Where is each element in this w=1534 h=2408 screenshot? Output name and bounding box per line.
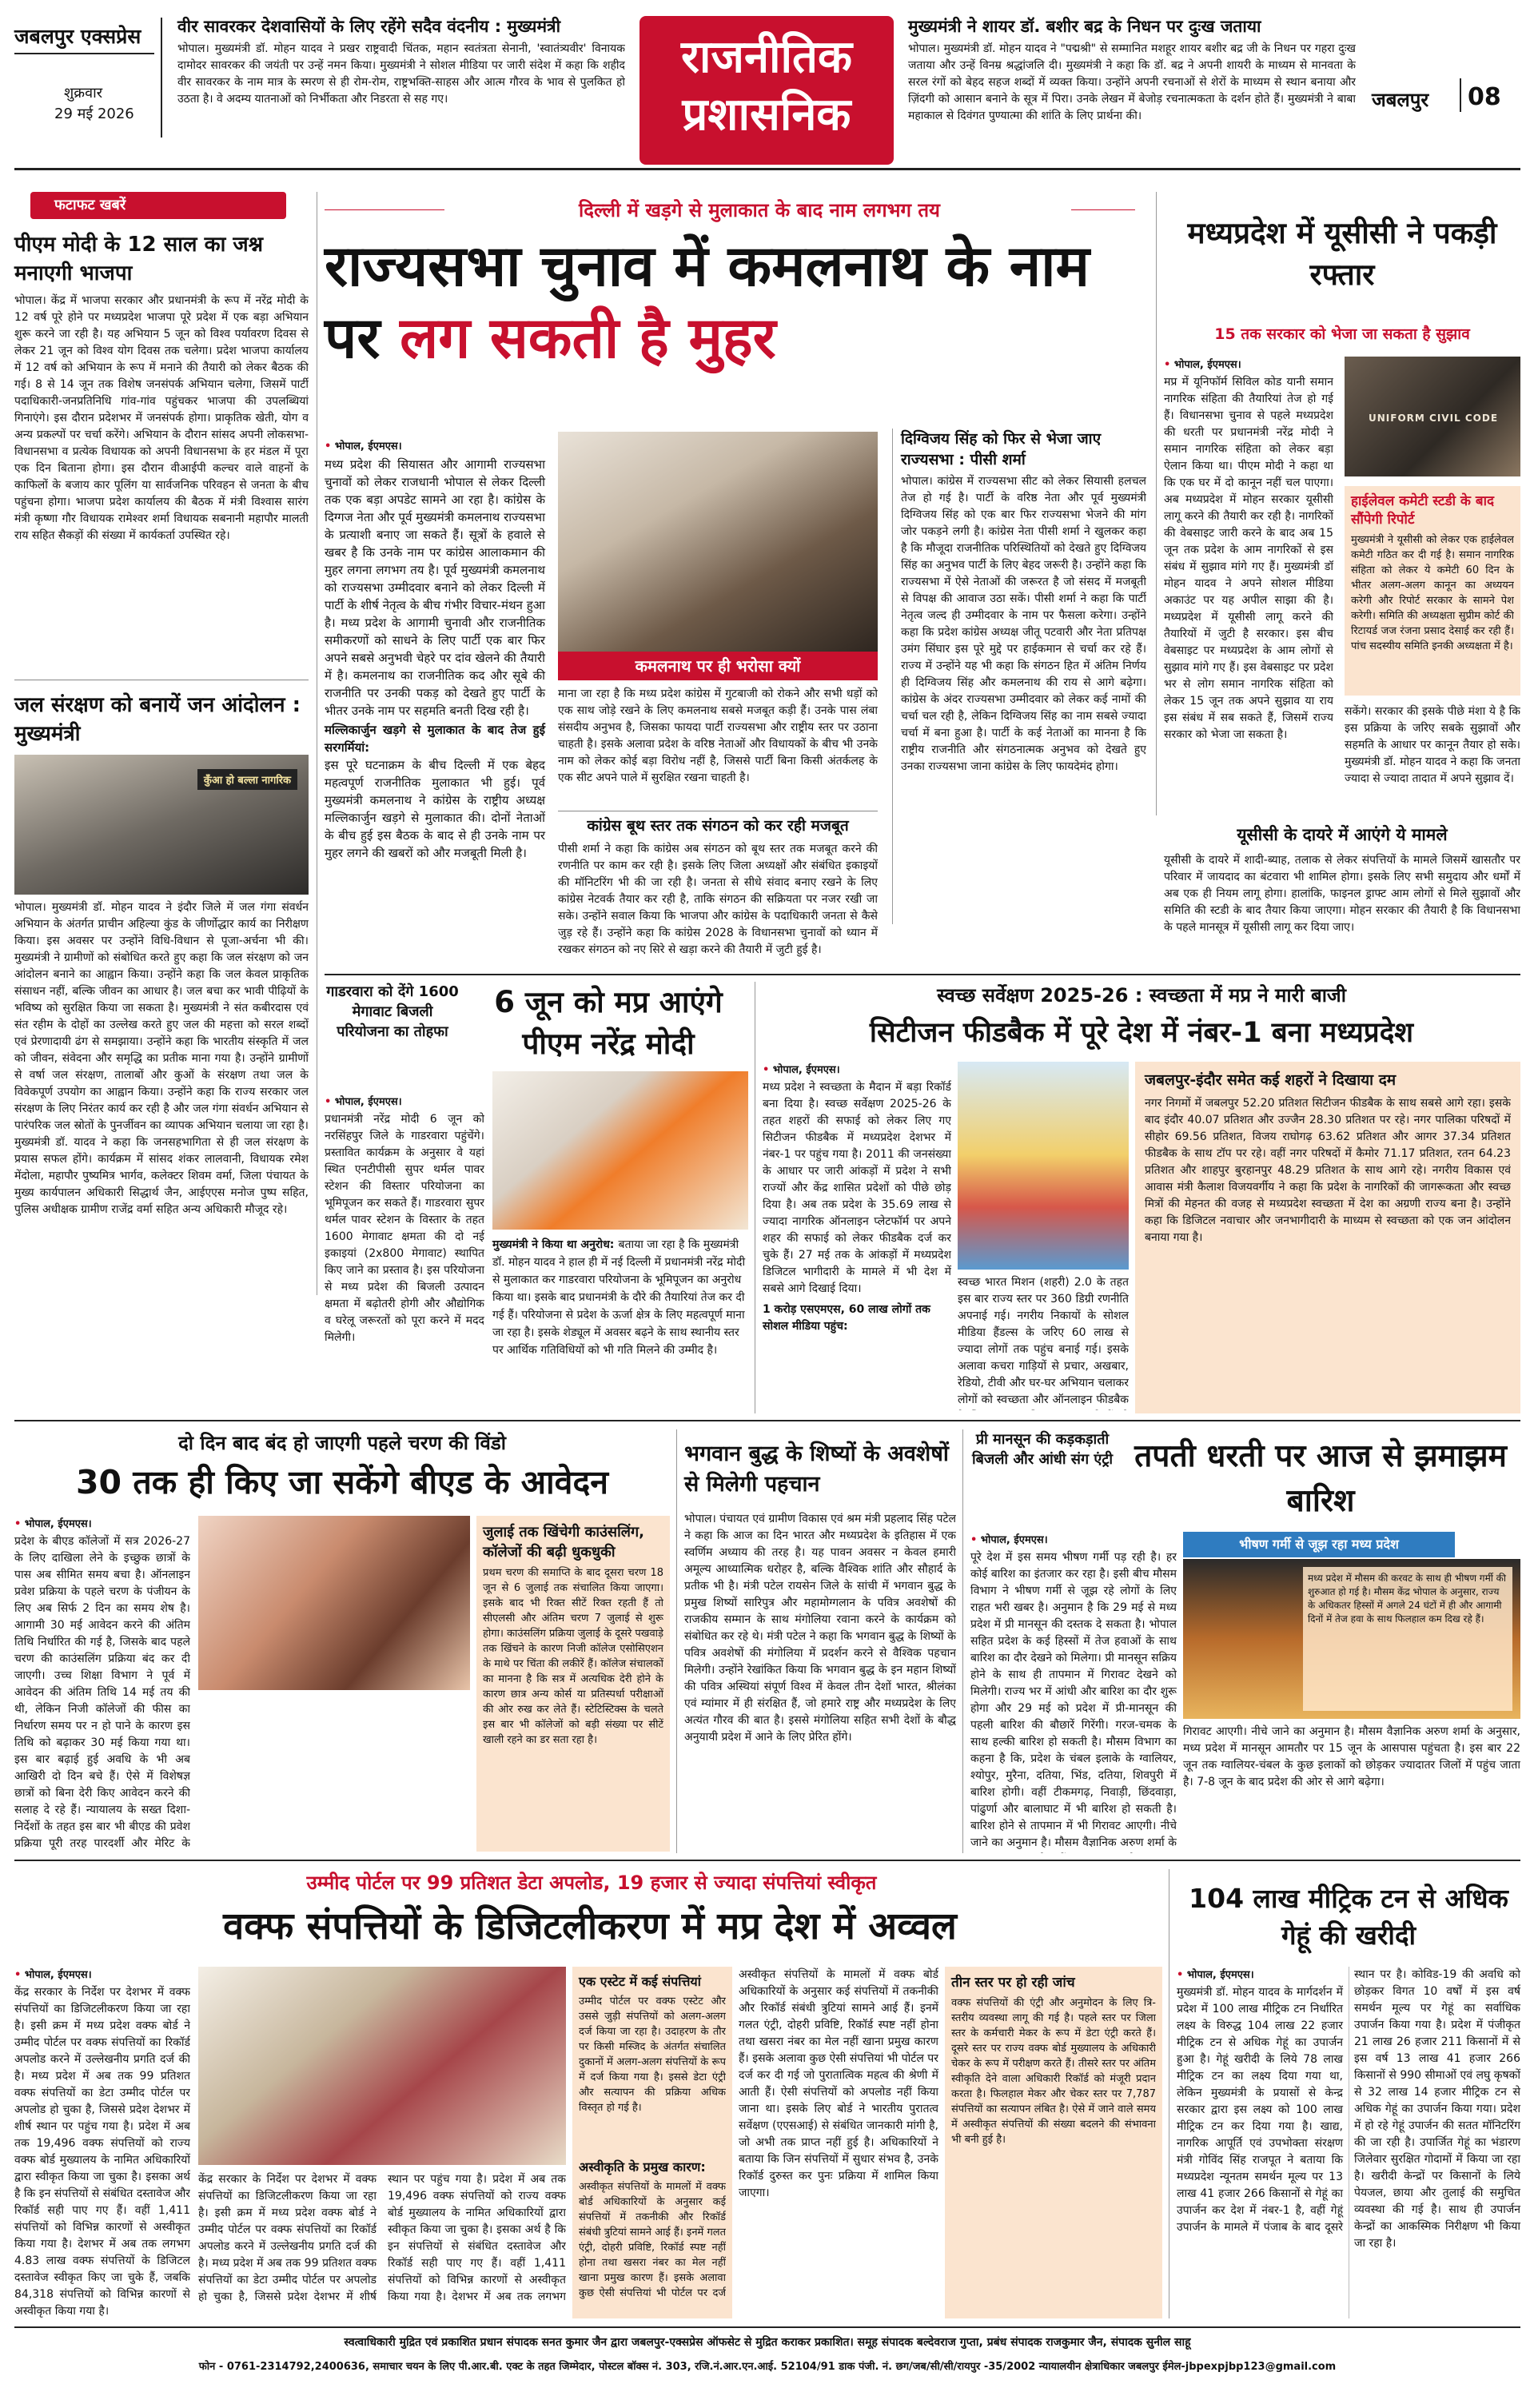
lead-photo — [558, 432, 878, 652]
swachh-box-body: नगर निगमों में जबलपुर 52.20 प्रतिशत सिटीजन फीडबैक के साथ सबसे आगे रहा। इसके बाद इंदौर 40.07 प्रतिशत और उज्जैन 28.30 प्रतिशत पर रहे। नगर पालिका परिषदों में सीहोर 69.56 प्रतिशत, विजय राघोगढ़ 63.62 प्रतिशत और आगर 37.34 प्रतिशत फीडबैक के साथ टॉप पर रहे। वहीं नगर परिषदों में कैमोर 71.17 प्रतिशत, रतन 64.23 प्रतिशत और शाहपुर बुरहानपुर 48.29 प्रतिशत के साथ आगे रहे। नगरीय विकास एवं आवास मंत्री कैलाश विजयवर्गीय ने कहा कि प्रदेश के नागरिकों की जागरूकता और स्वच्छ मित्रों की मेहनत की वजह से मध्यप्रदेश स्वच्छता में देश का अग्रणी राज्य बना है। उन्होंने कहा कि डिजिटल नवाचार और जनभागीदारी के माध्यम से स्वच्छता को एक जन आंदोलन बनाया गया है। — [1145, 1097, 1511, 1244]
wheat-headline: 104 लाख मीट्रिक टन से अधिक गेहूं की खरीदी — [1189, 1883, 1508, 1951]
lead-side-title: दिग्विजय सिंह को फिर से भेजा जाए राज्यसभा : पीसी शर्मा — [901, 430, 1102, 468]
left-top-story-body: भोपाल। मुख्यमंत्री डॉ. मोहन यादव ने प्रखर राष्ट्रवादी चिंतक, महान स्वतंत्रता सेनानी, 'स्वातंत्र्यवीर' विनायक दामोदर सावरकर की जयंती पर उन्हें नमन किया। मुख्यमंत्री ने सोशल मीडिया पर जारी संदेश में कहा कि शहीद वीर सावरकर के नाम मात्र के स्मरण से ही रोम-रोम, राष्ट्रभक्ति-साहस और आत्म गौरव के भाव से पुलकित हो उठता है। वे अदम्य यातनाओं को निर्भीकता और निडरता से सह गए। — [177, 42, 625, 106]
left-top-story — [177, 16, 625, 144]
fatafat-story2-photo-sign: कुँआ हो बल्ला नागरिक — [197, 769, 297, 790]
lead-headline — [325, 230, 1156, 374]
swachh-body2: स्वच्छ भारत मिशन (शहरी) 2.0 के तहत इस बार राज्य स्तर पर 360 डिग्री रणनीति अपनाई गई। नगरीय निकायों के सोशल मीडिया हैंडल्स के जरिए 60 लाख से ज्यादा लोगों तक पहुंच बनाई गई। इसके अलावा कचरा गाड़ियों से प्रचार, अखबार, रेडियो, टीवी और घर-घर अभियान चलाकर लोगों को स्वच्छता और ऑनलाइन फीडबैक — [958, 1276, 1129, 1406]
ucc-box-title: हाईलेवल कमेटी स्टडी के बाद सौंपेगी रिपोर्ट — [1351, 493, 1495, 528]
ucc-box2-body: यूसीसी के दायरे में शादी-ब्याह, तलाक से लेकर संपत्तियों के मामले जिसमें खासतौर पर परिवार में जायदाद का बंटवारा भी शामिल होगा। इसके लिए सभी समुदाय और धर्मों में अब एक ही नियम लागू होगा। हालांकि, फाइनल ड्राफ्ट आम लोगों से मिले सुझावों और समिति की स्टडी के बाद तैयार किया जाएगा। मोहन सरकार की तैयारी है कि विधानसभा के पहले मानसूत्र में यूसीसी लागू कर दिया जाए। — [1164, 854, 1520, 934]
right-top-story — [908, 16, 1356, 144]
ucc-dateline: • भोपाल, ईएमएस। — [1164, 357, 1333, 371]
footer-rule — [14, 2326, 1520, 2328]
bed-body: प्रदेश के बीएड कॉलेजों में सत्र 2026-27 के लिए दाखिला लेने के इच्छुक छात्रों के पास अब सीमित समय बचा है। ऑनलाइन प्रवेश प्रक्रिया के पहले चरण के पंजीयन के लिए अब सिर्फ 2 दिन का समय शेष है। आगामी 30 मई आवेदन करने की अंतिम तिथि निर्धारित की गई है, जिसके बाद पहले चरण की काउंसलिंग प्रक्रिया बंद कर दी जाएगी। उच्च शिक्षा विभाग ने पूर्व में आवेदन की अंतिम तिथि 14 मई तय की थी, लेकिन निजी कॉलेजों की फीस का निर्धारण समय पर न हो पाने के कारण इस तिथि को बढ़ाकर 30 मई किया गया था। इस बार बढ़ाई हुई अवधि के भी अब आखिरी दो दिन बचे हैं। ऐसे में विशेषज्ञ छात्रों को बिना देरी किए आवेदन करने की सलाह दे रहे हैं। न्यायालय के सख्त दिशा-निर्देशों के तहत इस बार भी बीएड की प्रवेश प्रक्रिया पूरी तरह पारदर्शी और मेरिट के — [14, 1535, 190, 1850]
pm-body-column — [325, 1094, 484, 1344]
footer-line1: स्वत्वाधिकारी मुद्रित एवं प्रकाशित प्रधान संपादक सनत कुमार जैन द्वारा जबलपुर-एक्सप्रेस ऑफसेट से मुद्रित कराकर प्रकाशित। समूह संपादक बल्देवराज गुप्ता, प्रबंध संपादक राजकुमार जैन, संपादक सुनील साहू — [344, 2336, 1191, 2349]
fatafat-story2 — [14, 691, 309, 1251]
bed-dateline: • भोपाल, ईएमएस। — [14, 1516, 190, 1530]
paper-name-block — [14, 18, 162, 138]
pm-body2-block — [492, 1236, 748, 1412]
waqf-body-cont-text: केंद्र सरकार के निर्देश पर देशभर में वक्फ संपत्तियों का डिजिटलीकरण किया जा रहा है। इसी क्रम में मध्य प्रदेश वक्फ बोर्ड ने उम्मीद पोर्टल पर वक्फ संपत्तियों का रिकॉर्ड अपलोड करने में उल्लेखनीय प्रगति दर्ज की है। मध्य प्रदेश में अब तक 99 प्रतिशत वक्फ संपत्तियों का डेटा उम्मीद पोर्टल पर अपलोड हो चुका है, जिससे प्रदेश देशभर में शीर्ष स्थान पर पहुंच गया है। प्रदेश में अब तक 19,496 वक्फ संपत्तियों को राज्य वक्फ बोर्ड मुख्यालय के नामित अधिकारियों द्वारा स्वीकृत किया जा चुका है। इसका अर्थ है कि इन संपत्तियों से संबंधित दस्तावेज और रिकॉर्ड सही पाए गए हैं। वहीं 1,411 संपत्तियों को विभिन्न कारणों से अस्वीकृत किया गया है। देशभर में अब तक लगभग — [198, 2173, 566, 2303]
swachh-body-column — [763, 1062, 951, 1413]
bed-photo — [198, 1516, 470, 1690]
weather-dateline: • भोपाल, ईएमएस। — [970, 1532, 1177, 1546]
bed-box-body: प्रथम चरण की समाप्ति के बाद दूसरा चरण 18 जून से 6 जुलाई तक संचालित किया जाएगा। इसके बाद भी रिक्त सीटें रिक्त रहती हैं तो सीएलसी और अंतिम चरण 7 जुलाई से शुरू होगा। काउंसलिंग प्रक्रिया जुलाई के दूसरे पखवाड़े तक खिंचने के कारण निजी कॉलेज एसोसिएशन के माथे पर चिंता की लकीरें हैं। कॉलेज संचालकों का मानना है कि सत्र में अत्यधिक देरी होने के कारण छात्र अन्य कोर्स या प्रतिस्पर्धा परीक्षाओं की ओर रुख कर लेते हैं। स्टेटिस्टिक्स के चलते इस बार भी कॉलेजों को बड़ी संख्या पर सीटें खाली रहने का डर सता रहा है। — [483, 1567, 663, 1746]
column-rule-bed — [676, 1429, 677, 1853]
city-label: जबलपुर — [1372, 89, 1429, 111]
waqf-box2-body-cont-text: अस्वीकृत संपत्तियों के मामलों में वक्फ बोर्ड अधिकारियों के अनुसार कई संपत्तियों में तकनीकी और रिकॉर्ड संबंधी त्रुटियां सामने आई हैं। इनमें गलत एंट्री, दोहरी प्रविष्टि, रिकॉर्ड स्पष्ट नहीं होना तथा खसरा नंबर का मेल नहीं खाना प्रमुख कारण हैं। इसके अलावा कुछ ऐसी संपत्तियां भी पोर्टल पर दर्ज कर दी गई जो पुरातात्विक महत्व की श्रेणी में आती हैं। ऐसी संपत्तियों को अपलोड नहीं किया जाना था। इसके लिए बोर्ड ने भारतीय पुरातत्व सर्वेक्षण (एएसआई) से संबंधित जानकारी मांगी है, जो अभी तक प्राप्त नहीं हुई है। अधिकारियों ने बताया कि जिन संपत्तियों में सुधार संभव है, उनके रिकॉर्ड दुरुस्त कर पुनः प्रक्रिया में शामिल किया जाएगा। — [739, 1968, 938, 2199]
wheat-body-column — [1177, 1967, 1520, 2318]
waqf-headline: वक्फ संपत्तियों के डिजिटलीकरण में मप्र देश में अव्वल — [223, 1904, 957, 1948]
pm-body: प्रधानमंत्री नरेंद्र मोदी 6 जून को नरसिंहपुर जिले के गाडरवारा पहुंचेंगे। प्रस्तावित कार्यक्रम के अनुसार वे यहां स्थित एनटीपीसी सुपर थर्मल पावर स्टेशन की विस्तार परियोजना का भूमिपूजन कर सकते हैं। गाडरवारा सुपर थर्मल पावर स्टेशन के विस्तार के तहत 1600 मेगावाट क्षमता की दो नई इकाइयां (2x800 मेगावाट) स्थापित किए जाने का प्रस्ताव है। इस परियोजना से मध्य प्रदेश की बिजली उत्पादन क्षमता में बढ़ोतरी होगी और औद्योगिक व घरेलू जरूरतों को पूरा करने में मदद मिलेगी। — [325, 1113, 484, 1344]
section-rule-bed — [14, 1420, 1520, 1421]
masthead — [0, 0, 1534, 168]
section-rule-waqf — [14, 1860, 1520, 1861]
pm-headline: 6 जून को मप्र आएंगे पीएम नरेंद्र मोदी — [494, 985, 723, 1061]
page-number: 08 — [1468, 83, 1501, 111]
buddha-body: भोपाल। पंचायत एवं ग्रामीण विकास एवं श्रम मंत्री प्रहलाद सिंह पटेल ने कहा कि आज का दिन भारत और मध्यप्रदेश के इतिहास में एक स्वर्णिम अध्याय की तरह है। यह पावन अवसर न केवल हमारी अमूल्य आध्यात्मिक धरोहर है, बल्कि वैश्विक शांति और सौहार्द के प्रतीक भी है। मंत्री पटेल रायसेन जिले के सांची में भगवान बुद्ध के प्रमुख शिष्यों सारिपुत्र और महामोग्गलान के पवित्र अवशेषों की राजकीय सम्मान के साथ मंगोलिया रवाना करने के कार्यक्रम को संबोधित कर रहे थे। मंत्री पटेल ने कहा कि भगवान बुद्ध के शिष्यों के पवित्र अवशेषों की मंगोलिया में प्रदर्शन करने से वैश्विक पहचान मिलेगी। उन्होंने रेखांकित किया कि भगवान बुद्ध के इन महान शिष्यों की पवित्र अस्थियां संपूर्ण विश्व में केवल तीन देशों भारत, श्रीलंका एवं म्यांमार में ही संरक्षित हैं, जो हमारे राष्ट्र और मध्यप्रदेश के लिए अत्यंत गौरव की बात है। इससे मंगोलिया सहित सभी देशों के बौद्ध अनुयायी प्रदेश में आने के लिए प्रेरित होंगे। — [684, 1513, 956, 1744]
bed-box-title: जुलाई तक खिंचेगी काउंसलिंग, कॉलेजों की बढ़ी धुकधुकी — [483, 1524, 644, 1561]
swachh-headline: सिटीजन फीडबैक में पूरे देश में नंबर-1 बना मध्यप्रदेश — [869, 1017, 1414, 1049]
swachh-subhead: 1 करोड़ एसएमएस, 60 लाख लोगों तक सोशल मीडिया पहुंच: — [763, 1303, 930, 1333]
section-rule-pm — [325, 974, 1520, 975]
lead-box2-title: कांग्रेस बूथ स्तर तक संगठन को कर रही मजबूत — [587, 817, 849, 835]
paper-name-underline — [14, 53, 154, 54]
wheat-dateline: • भोपाल, ईएमएस। — [1177, 1967, 1343, 1981]
fatafat-story2-title: जल संरक्षण को बनायें जन आंदोलन : मुख्यमंत्री — [14, 693, 301, 746]
lead-side-body: भोपाल। कांग्रेस में राज्यसभा सीट को लेकर सियासी हलचल तेज हो गई है। पार्टी के वरिष्ठ नेता और पूर्व मुख्यमंत्री दिग्विजय सिंह को एक बार फिर राज्यसभा भेजने की मांग जोर पकड़ने लगी है। कांग्रेस नेता पीसी शर्मा ने खुलकर कहा है कि मौजूदा राजनीतिक परिस्थितियों को देखते हुए दिग्विजय सिंह का अनुभव पार्टी के लिए बेहद जरूरी है। उन्होंने कहा कि राज्यसभा में ऐसे नेताओं की जरूरत है जो संसद में मजबूती से विपक्ष की आवाज उठा सकें। पीसी शर्मा ने कहा कि पार्टी नेतृत्व जल्द ही उम्मीदवार के नाम पर फैसला करेगा। उन्होंने कहा कि प्रदेश कांग्रेस अध्यक्ष जीतू पटवारी और नेता प्रतिपक्ष उमंग सिंघार इस पूरे मुद्दे पर हाईकमान से चर्चा कर रहे हैं। राज्य में उन्होंने यह भी कहा कि संगठन हित में अंतिम निर्णय ही दिग्विजय सिंह और कमलनाथ की राय से आगे बढ़ेगा। कांग्रेस के अंदर राज्यसभा उम्मीदवार को लेकर कई नामों की चर्चा चल रही है, लेकिन दिग्विजय सिंह का नाम सबसे ज्यादा चर्चा में बना हुआ है। पार्टी के कई नेताओं का मानना है कि राष्ट्रीय राजनीति और संगठनात्मक अनुभव को देखते हुए उनका राज्यसभा जाना कांग्रेस के लिए फायदेमंद होगा। — [901, 475, 1146, 773]
weather-body-column — [970, 1532, 1177, 1852]
weather-small-box-title: प्री मानसून की कड़कड़ाती बिजली और आंधी संग एंट्री — [971, 1431, 1114, 1468]
issue-day: शुक्रवार — [64, 85, 103, 102]
weather-body-cont — [1183, 1724, 1520, 1852]
pm-dateline: • भोपाल, ईएमएस। — [325, 1094, 484, 1108]
waqf-box3 — [945, 1967, 1162, 2318]
pm-body2: बताया जा रहा है कि मुख्यमंत्री डॉ. मोहन यादव ने हाल ही में नई दिल्ली में प्रधानमंत्री नरेंद्र मोदी से मुलाकात कर गाडरवारा परियोजना के भूमिपूजन का अनुरोध किया था। इसके बाद प्रधानमंत्री के दौरे की तैयारियां तेज कर दी गई हैं। परियोजना से प्रदेश के ऊर्जा क्षेत्र के लिए महत्वपूर्ण माना जा रहा है। इसके शेड्यूल में अवसर बढ़ने के साथ स्थानीय स्तर पर आर्थिक गतिविधियों को भी गति मिलने की उम्मीद है। — [492, 1238, 746, 1357]
fatafat-story1 — [14, 230, 309, 668]
waqf-box2-body-cont — [739, 1967, 938, 2318]
ucc-box2-title: यूसीसी के दायरे में आएंगे ये मामले — [1237, 825, 1448, 844]
masthead-rule — [14, 168, 1520, 170]
wheat-body: मुख्यमंत्री डॉ. मोहन यादव के मार्गदर्शन में प्रदेश में 100 लाख मीट्रिक टन निर्धारित लक्ष्य के विरुद्ध 104 लाख 22 हजार मीट्रिक टन से अधिक गेहूं का उपार्जन हुआ है। गेहूं खरीदी के लिये 78 लाख मीट्रिक टन का लक्ष्य दिया गया था, लेकिन मुख्यमंत्री के प्रयासों से केन्द्र सरकार द्वारा इस लक्ष्य को 100 लाख मीट्रिक टन कर दिया गया है। खाद्य, नागरिक आपूर्ति एवं उपभोक्ता संरक्षण मंत्री गोविंद सिंह राजपूत ने बताया कि मध्यप्रदेश न्यूनतम समर्थन मूल्य पर 13 लाख 41 हजार 266 किसानों से गेहूं का उपार्जन कर देश में नंबर-1 है, वहीं गेहूं उपार्जन के मामले में पंजाब के बाद दूसरे स्थान पर है। कोविड-19 की अवधि को छोड़कर विगत 10 वर्षों में इस वर्ष समर्थन मूल्य पर गेहूं का सर्वाधिक उपार्जन किया गया है। प्रदेश में पंजीकृत 21 लाख 26 हजार 211 किसानों में से इस वर्ष 13 लाख 41 हजार 266 किसानों से 990 सीमाओं एवं लघु कृषकों से 32 लाख 14 हजार मीट्रिक टन से अधिक गेहूं का उपार्जन किया गया। प्रदेश में हो रहे गेहूं उपार्जन की सतत मॉनिटरिंग की जा रही है। उपार्जित गेहूं का भंडारण जिलेवार सुरक्षित गोदामों में किया जा रहा है। खरीदी केन्द्रों पर किसानों के लिये पेयजल, छाया और तुलाई की समुचित व्यवस्था की गई है। साथ ही उपार्जन केन्द्रों का आकस्मिक निरीक्षण भी किया जा रहा है। — [1177, 1968, 1520, 2250]
lead-headline-black: राज्यसभा चुनाव में कमलनाथ के नाम पर — [325, 233, 1090, 371]
lead-box2-body: पीसी शर्मा ने कहा कि कांग्रेस अब संगठन को बूथ स्तर तक मजबूत करने की रणनीति पर काम कर रही है। इसके लिए जिला अध्यक्षों और संबंधित इकाइयों की मॉनिटरिंग भी की जा रही है। जनता से सीधे संवाद बनाए रखने के लिए कांग्रेस नेटवर्क तैयार कर रही है, ताकि संगठन की सक्रियता पर नजर रखी जा सके। उन्होंने सवाल किया कि भाजपा और कांग्रेस के पदाधिकारी जनता से कैसे जुड़ रहे हैं। उन्होंने कहा कि कांग्रेस 2028 के विधानसभा चुनावों को ध्यान में रखकर संगठन को नए सिरे से खड़ा करने की तैयारी में जुटी हुई है। — [558, 843, 878, 956]
column-rule-buddha — [962, 1429, 963, 1853]
swachh-body: मध्य प्रदेश ने स्वच्छता के मैदान में बड़ा रिकॉर्ड बना दिया है। स्वच्छ सर्वेक्षण 2025-26 के तहत शहरों की सफाई को लेकर लिए गए सिटीजन फीडबैक में मध्यप्रदेश देशभर में नंबर-1 पर पहुंच गया है। 2011 की जनसंख्या के आधार पर जारी आंकड़ों में प्रदेश ने सभी राज्यों और केंद्र शासित प्रदेशों को पीछे छोड़ दिया है। अब तक प्रदेश के 35.69 लाख से ज्यादा नागरिक ऑनलाइन प्लेटफॉर्म पर अपने शहर की सफाई को लेकर फीडबैक दर्ज कर चुके हैं। 27 मई तक के आंकड़ों में मध्यप्रदेश डिजिटल भागीदारी के मामले में भी देश में सबसे आगे दिखाई दिया। — [763, 1081, 951, 1295]
lead-box1-body: माना जा रहा है कि मध्य प्रदेश कांग्रेस में गुटबाजी को रोकने और सभी धड़ों को एक साथ जोड़े रखने के लिए कमलनाथ सबसे मजबूत कड़ी हैं। उनके पास लंबा संसदीय अनुभव है, जिसका फायदा पार्टी राज्यसभा और राष्ट्रीय स्तर पर उठाना चाहती है। इसके अलावा प्रदेश के वरिष्ठ नेताओं और विधायकों के बीच भी उनके नाम को लेकर कोई बड़ा विरोध नहीं है, जिससे पार्टी बिना किसी अंतर्कलह के एक सीट अपने पाले में सुरक्षित रखना चाहती है। — [558, 688, 878, 784]
lead-kicker-line-right — [1071, 209, 1135, 210]
bed-kicker: दो दिन बाद बंद हो जाएगी पहले चरण की विंडो — [178, 1432, 506, 1454]
waqf-box3-title: तीन स्तर पर हो रही जांच — [951, 1975, 1075, 1991]
lead-headline-red: लग सकती है मुहर — [400, 305, 776, 371]
right-top-story-title: मुख्यमंत्री ने शायर डॉ. बशीर बद्र के निधन पर दुःख जताया — [908, 17, 1261, 36]
lead-side-column — [892, 429, 1146, 924]
left-top-story-title: वीर सावरकर देशवासियों के लिए रहेंगे सदैव वंदनीय : मुख्यमंत्री — [177, 17, 561, 36]
lead-kicker: दिल्ली में खड़गे से मुलाकात के बाद नाम लगभग तय — [579, 199, 940, 221]
ucc-body2: सकेंगे। सरकार की इसके पीछे मंशा ये है कि इस प्रक्रिया के जरिए सबके सुझावों और सहमति के आधार पर कानून तैयार हो सके। मुख्यमंत्री डॉ. मोहन यादव ने कहा कि जनता ज्यादा से ज्यादा तादात में अपने सुझाव दें। — [1345, 705, 1520, 785]
weather-small-box — [970, 1429, 1114, 1525]
weather-body: पूरे देश में इस समय भीषण गर्मी पड़ रही है। हर कोई बारिश का इंतजार कर रहा है। इसी बीच मौसम विभाग ने भीषण गर्मी से जूझ रहे लोगों के लिए राहत भरी खबर है। अनुमान है कि 29 मई से मध्य प्रदेश में प्री मानसून की दस्तक दे सकता है। भोपाल सहित प्रदेश के कई हिस्सों में तेज हवाओं के साथ बारिश का दौर देखने को मिलेगा। प्री मानसून सक्रिय होने के साथ ही तापमान में गिरावट देखने को मिलेगी। राज्य भर में आंधी और बारिश का दौर शुरू होगा और 29 मई को प्रदेश में प्री-मानसून की पहली बारिश की बौछारें गिरेंगी। गरज-चमक के साथ हल्की बारिश हो सकती है। मौसम विभाग का कहना है कि, प्रदेश के चंबल इलाके के ग्वालियर, श्योपुर, मुरैना, दतिया, भिंड, दतिया, शिवपुरी में बारिश होगी। वहीं टीकमगढ़, निवाड़ी, छिंदवाड़ा, पांढुर्णा और बालाघाट में भी बारिश हो सकती है। बारिश होने से तापमान में भी गिरावट आएगी। नीचे जाने का अनुमान है। मौसम वैज्ञानिक अरुण शर्मा के — [970, 1551, 1177, 1849]
waqf-body-column — [14, 1967, 190, 2318]
lead-body: मध्य प्रदेश की सियासत और आगामी राज्यसभा चुनावों को लेकर राजधानी भोपाल से लेकर दिल्ली तक एक बड़ा अपडेट सामने आ रहा है। कांग्रेस के दिग्गज नेता और पूर्व मुख्यमंत्री कमलनाथ राज्यसभा के प्रत्याशी बनाए जा सकते हैं। सूत्रों के हवाले से खबर है कि उनके नाम पर कांग्रेस आलाकमान की मुहर लगना लगभग तय है। पूर्व मुख्यमंत्री कमलनाथ को राज्यसभा उम्मीदवार बनाने को लेकर दिल्ली में पार्टी के शीर्ष नेतृत्व के बीच गंभीर विचार-मंथन हुआ है। मध्य प्रदेश के आगामी चुनावी और राजनीतिक समीकरणों को साधने के लिए पार्टी एक बार फिर अपने सबसे अनुभवी चेहरे पर दांव खेलने की तैयारी में है। कमलनाथ का राजनीतिक कद और सूबे की राजनीति पर उनकी पकड़ को देखते हुए पार्टी के भीतर उनके नाम पर सहमति बनती दिख रही है। — [325, 457, 545, 718]
column-rule-mid — [1156, 192, 1157, 815]
section-title: राजनीतिक प्रशासनिक — [681, 31, 852, 141]
weather-photo — [1183, 1559, 1520, 1719]
ucc-subhead: 15 तक सरकार को भेजा जा सकता है सुझाव — [1214, 325, 1470, 343]
swachh-box — [1135, 1062, 1520, 1413]
pm-left-box-title: गाडरवारा को देंगे 1600 मेगावाट बिजली परियोजना का तोहफा — [326, 983, 459, 1040]
waqf-dateline: • भोपाल, ईएमएस। — [14, 1967, 190, 1981]
swachh-kicker: स्वच्छ सर्वेक्षण 2025-26 : स्वच्छता में मप्र ने मारी बाजी — [937, 984, 1346, 1007]
pm-photo — [492, 1071, 748, 1230]
ucc-body-column — [1164, 357, 1333, 804]
pm-left-box — [325, 982, 460, 1086]
weather-headline: तपती धरती पर आज से झमाझम बारिश — [1134, 1438, 1507, 1519]
fatafat-story2-photo — [14, 755, 309, 895]
waqf-body: केंद्र सरकार के निर्देश पर देशभर में वक्फ संपत्तियों का डिजिटलीकरण किया जा रहा है। इसी क्रम में मध्य प्रदेश वक्फ बोर्ड ने उम्मीद पोर्टल पर वक्फ संपत्तियों का रिकॉर्ड अपलोड करने में उल्लेखनीय प्रगति दर्ज की है। मध्य प्रदेश में अब तक 99 प्रतिशत वक्फ संपत्तियों का डेटा उम्मीद पोर्टल पर अपलोड हो चुका है, जिससे प्रदेश देशभर में शीर्ष स्थान पर पहुंच गया है। प्रदेश में अब तक 19,496 वक्फ संपत्तियों को राज्य वक्फ बोर्ड मुख्यालय के नामित अधिकारियों द्वारा स्वीकृत किया जा चुका है। इसका अर्थ है कि इन संपत्तियों से संबंधित दस्तावेज और रिकॉर्ड सही पाए गए हैं। वहीं 1,411 संपत्तियों को विभिन्न कारणों से अस्वीकृत किया गया है। देशभर में अब तक लगभग 4.83 लाख वक्फ संपत्तियों के डिजिटल दस्तावेज स्वीकृत किए जा चुके हैं, जबकि 84,318 संपत्तियों को विभिन्न कारणों से अस्वीकृत किया गया है। — [14, 1986, 190, 2318]
waqf-body-cont — [198, 2171, 566, 2315]
swachh-photo — [958, 1062, 1129, 1270]
weather-body-cont-text: गिरावट आएगी। नीचे जाने का अनुमान है। मौसम वैज्ञानिक अरुण शर्मा के अनुसार, मध्य प्रदेश में मानसून आमतौर पर 15 जून के आसपास पहुंचता है। इस बार 22 जून तक ग्वालियर-चंबल के कुछ इलाकों को छोड़कर ज्यादातर जिलों में पहुंच जाता है। 7-8 जून के बाद प्रदेश की ओर से आगे बढ़ेगा। — [1183, 1725, 1520, 1788]
fatafat-label: फटाफट खबरें — [30, 192, 286, 219]
waqf-box2-body: अस्वीकृत संपत्तियों के मामलों में वक्फ बोर्ड अधिकारियों के अनुसार कई संपत्तियों में तकनीकी और रिकॉर्ड संबंधी त्रुटियां सामने आई हैं। इनमें गलत एंट्री, दोहरी प्रविष्टि, रिकॉर्ड स्पष्ट नहीं होना तथा खसरा नंबर का मेल नहीं खाना प्रमुख कारण हैं। इसके अलावा कुछ ऐसी संपत्तियां भी पोर्टल पर दर्ज — [579, 2181, 726, 2299]
waqf-box2-title: अस्वीकृति के प्रमुख कारण: — [579, 2159, 706, 2175]
weather-photo-overlay: मध्य प्रदेश में मौसम की करवट के साथ ही भीषण गर्मी की शुरुआत हो गई है। मौसम केंद्र भोपाल के अनुसार, राज्य के अधिकतर हिस्सों में अगले 24 घंटों में ही और आगामी दिनों में तेज हवा के साथ फिलहाल कम दिख रहे हैं। — [1303, 1567, 1512, 1711]
ucc-headline: मध्यप्रदेश में यूसीसी ने पकड़ी रफ्तार — [1187, 216, 1497, 292]
lead-photo-caption: कमलनाथ पर ही भरोसा क्यों — [558, 652, 878, 680]
fatafat-story2-body: भोपाल। मुख्यमंत्री डॉ. मोहन यादव ने इंदौर जिले में जल गंगा संवर्धन अभियान के अंतर्गत प्राचीन अहिल्या कुंड के जीर्णोद्धार कार्य का निरीक्षण किया। इस अवसर पर उन्होंने विधि-विधान से पूजा-अर्चना भी की। मुख्यमंत्री ने ग्रामीणों को संबोधित करते हुए कहा कि जल संरक्षण को जन आंदोलन बनाने का आह्वान किया। उन्होंने कहा कि जल केवल प्राकृतिक संसाधन नहीं, बल्कि जीवन का आधार है। जल बचा कर भावी पीढ़ियों के भविष्य को सुरक्षित किया जा सकता है। मुख्यमंत्री ने संत कबीरदास एवं संत रहीम के दोहों का उल्लेख करते हुए जल की महत्ता को सरल शब्दों एवं प्रेरणादायी ढंग से समझाया। उन्होंने कहा कि भारतीय संस्कृति में जल को जीवन, संवेदना और समृद्धि का प्रतीक माना गया है। उन्होंने ग्रामीणों से वर्षा जल संरक्षण, तालाबों और कुओं के संरक्षण तथा जल के विवेकपूर्ण उपयोग का आह्वान किया। उन्होंने कहा कि राज्य सरकार जल संरक्षण के लिए निरंतर कार्य कर रही है और जल गंगा संवर्धन अभियान से पारंपरिक जल स्रोतों के पुनर्जीवन का व्यापक अभियान चलाया जा रहा है। मुख्यमंत्री डॉ. यादव ने कहा कि जनसहभागिता से ही जल संरक्षण के प्रयास सफल होंगे। कार्यक्रम में सांसद शंकर लालवानी, विधायक रमेश मेंदोला, महापौर पुष्यमित्र भार्गव, कलेक्टर शिवम वर्मा, जिला पंचायत के मुख्य कार्यपालन अधिकारी सिद्धार्थ जैन, आईएएस मनोज पुष्प सहित, पुलिस अधीक्षक ग्रामीण राजेंद्र वर्मा सहित अन्य अधिकारी मौजूद रहे। — [14, 901, 309, 1216]
waqf-box3-body: वक्फ संपत्तियों की एंट्री और अनुमोदन के लिए त्रि-स्तरीय व्यवस्था लागू की गई है। पहले स्तर पर जिला स्तर के कर्मचारी मेकर के रूप में डेटा एंट्री करते हैं। दूसरे स्तर पर राज्य वक्फ बोर्ड मुख्यालय के अधिकारी चेकर के रूप में परीक्षण करते हैं। तीसरे स्तर पर अंतिम स्वीकृति देने वाला अधिकारी रिकॉर्ड को मंजूरी प्रदान करता है। फिलहाल मेकर और चेकर स्तर पर 7,787 संपत्तियों का सत्यापन लंबित है। ऐसे में जाने वाले समय में अस्वीकृत संपत्तियों की संख्या बदलने की संभावना भी बनी हुई है। — [951, 1997, 1156, 2146]
buddha-headline: भगवान बुद्ध के शिष्यों के अवशेषों से मिलेगी पहचान — [684, 1441, 949, 1497]
ucc-photo-caption: UNIFORM CIVIL CODE — [1369, 413, 1499, 424]
waqf-box1-body: उम्मीद पोर्टल पर वक्फ एस्टेट और उससे जुड़ी संपत्तियों को अलग-अलग दर्ज किया जा रहा है। उदाहरण के तौर पर किसी मस्जिद के अंतर्गत संचालित दुकानों में अलग-अलग संपत्तियों के रूप में दर्ज किया गया है। इससे डेटा एंट्री और सत्यापन की प्रक्रिया अधिक विस्तृत हो गई है। — [579, 1995, 726, 2114]
lead-kicker-line — [325, 209, 444, 210]
waqf-box1 — [572, 1967, 732, 2318]
pm-subhead: मुख्यमंत्री ने किया था अनुरोध: — [492, 1238, 615, 1251]
footer-line2: फोन - 0761-2314792,2400636, समाचार चयन के लिए पी.आर.बी. एक्ट के तहत जिम्मेदार, पोस्टल बॉक्स नं. 303, रजि.नं.आर.एन.आई. 52104/91 डाक पंजी. नं. छग/जब/सी/सी/रायपुर -35/2002 न्यायालयीन क्षेत्राधिकार जबलपुर ईमेल-jbpexpjbp123@gmail.com — [198, 2361, 1337, 2373]
ucc-box — [1345, 486, 1520, 696]
swachh-dateline: • भोपाल, ईएमएस। — [763, 1062, 951, 1076]
lead-dateline: • भोपाल, ईएमएस। — [325, 438, 545, 452]
ucc-box-body: मुख्यमंत्री ने यूसीसी को लेकर एक हाईलेवल कमेटी गठित कर दी गई है। समान नागरिक संहिता को लेकर ये कमेटी 60 दिन के भीतर अलग-अलग कानून का अध्ययन करेगी और रिपोर्ट सरकार के सामने पेश करेगी। समिति की अध्यक्षता सुप्रीम कोर्ट की रिटायर्ड जज रंजना प्रसाद देसाई कर रही हैं। पांच सदस्यीय समिति इनकी अध्यक्षता में है। — [1351, 534, 1514, 652]
section-banner — [639, 16, 894, 165]
lead-body2: इस पूरे घटनाक्रम के बीच दिल्ली में एक बेहद महत्वपूर्ण राजनीतिक मुलाकात भी हुई। पूर्व मुख्यमंत्री कमलनाथ ने कांग्रेस के राष्ट्रीय अध्यक्ष मल्लिकार्जुन खड़गे से मुलाकात की। दोनों नेताओं के बीच हुई इस बैठक के बाद से ही उनके नाम पर मुहर लगने की खबरों को और मजबूती मिली है। — [325, 758, 545, 860]
page-no-divider — [1460, 78, 1461, 112]
lead-subhead: मल्लिकार्जुन खड़गे से मुलाकात के बाद तेज हुई सरगर्मियां: — [325, 723, 545, 755]
paper-name: जबलपुर एक्सप्रेस — [14, 25, 141, 48]
ucc-body: मप्र में यूनिफॉर्म सिविल कोड यानी समान नागरिक संहिता की तैयारियां तेज हो गई हैं। विधानसभा चुनाव से पहले मध्यप्रदेश की धरती पर प्रधानमंत्री नरेंद्र मोदी ने समान नागरिक संहिता को लेकर बड़ा ऐलान किया था। पीएम मोदी ने कहा था कि एक घर में दो कानून नहीं चल पाएगा। अब मध्यप्रदेश में मोहन सरकार यूसीसी लागू करने की तैयारी कर रही है। नागरिकों की वेबसाइट जारी करने के बाद अब 15 जून तक प्रदेश के आम नागरिकों से इस संबंध में सुझाव मांगे गए हैं। मुख्यमंत्री डॉ मोहन यादव ने अपने सोशल मीडिया अकाउंट पर यह अपील साझा की है। मध्यप्रदेश में यूसीसी लागू करने की तैयारियों में जुटी है सरकार। इस बीच वेबसाइट पर मध्यप्रदेश के आम लोगों से सुझाव मांगे गए हैं। इस वेबसाइट पर प्रदेश भर से लोग समान नागरिक संहिता को लेकर 15 जून तक अपने सुझाव या राय इस संबंध में सब सकते हैं, जिसमें राज्य सरकार को भेजा जा सकता है। — [1164, 376, 1333, 741]
fatafat-story1-body: भोपाल। केंद्र में भाजपा सरकार और प्रधानमंत्री के रूप में नरेंद्र मोदी के 12 वर्ष पूरे होने पर मध्यप्रदेश भाजपा पूरे प्रदेश में एक बड़ा अभियान शुरू करने जा रही है। यह अभियान 5 जून को विश्व पर्यावरण दिवस से लेकर 21 जून को विश्व योग दिवस तक चलेगा। प्रदेश भाजपा कार्यालय में 12 वर्ष को अभियान के रूप में मनाने की तैयारी को लेकर बैठक की गई। 8 से 14 जून तक विशेष जनसंपर्क अभियान चलेगा, जिसमें पार्टी पदाधिकारी-जनप्रतिनिधि गांव-गांव पहुंचकर भाजपा की उपलब्धियां गिनाएंगे। इस दौरान प्रदेशभर में जनसंपर्क होगा। प्राकृतिक खेती, योग व अन्य प्रकल्पों पर चर्चा करेंगे। अभियान के दौरान सांसद अपनी लोकसभा-विधानसभा व प्रत्येक विधायक को अपनी विधानसभा के हर मंडल में पूरा एक दिन बिताना होगा। इस दौरान वीआईपी कल्चर वाले वाहनों के काफिलों के बजाय कार पूलिंग या सार्वजनिक परिवहन से जनता के बीच पहुंचना होगा। भाजपा प्रदेश कार्यालय की बैठक में मंत्री विश्वास सारंग मंत्री कृष्णा गौर विधायक रामेश्वर शर्मा विधायक सबनानी महापौर मालती राय सहित सैकड़ों की संख्या में कार्यकर्ता उपस्थित रहे। — [14, 294, 309, 542]
issue-date: 29 मई 2026 — [54, 106, 134, 122]
waqf-box1-title: एक एस्टेट में कई संपत्तियां — [579, 1974, 701, 1989]
bed-body-column — [14, 1516, 190, 1852]
fatafat-column — [14, 192, 309, 1295]
weather-subhead: भीषण गर्मी से जूझ रहा मध्य प्रदेश — [1183, 1532, 1455, 1557]
swachh-box-title: जबलपुर-इंदौर समेत कई शहरों ने दिखाया दम — [1145, 1071, 1397, 1089]
waqf-photo — [198, 1967, 566, 2165]
right-top-story-body: भोपाल। मुख्यमंत्री डॉ. मोहन यादव ने "पद्मश्री" से सम्मानित मशहूर शायर बशीर बद्र जी के निधन पर गहरा दुःख जताया और उन्हें विनम्र श्रद्धांजलि दी। मुख्यमंत्री ने कहा कि डॉ. बद्र ने अपनी शायरी के माध्यम से मानवता के सरल रंगों को बेहद सहज शब्दों में व्यक्त किया। उन्होंने अपनी रचनाओं से शेरों के माध्यम से स्थान बनाया और ज़िंदगी को आसान बनाने के सूत्र में पिरा। उनके लेखन में बेजोड़ रचनात्मकता के दर्शन होते हैं। मुख्यमंत्री ने बाबा महाकाल से दिवंगत पुण्यात्मा की शांति के लिए प्रार्थना की। — [908, 42, 1356, 122]
fatafat-story1-title: पीएम मोदी के 12 साल का जश्न मनाएगी भाजपा — [14, 233, 264, 285]
ucc-photo — [1345, 357, 1520, 476]
bed-box — [476, 1516, 670, 1852]
bed-headline: 30 तक ही किए जा सकेंगे बीएड के आवेदन — [76, 1463, 608, 1501]
waqf-kicker: उम्मीद पोर्टल पर 99 प्रतिशत डेटा अपलोड, 19 हजार से ज्यादा संपत्तियां स्वीकृत — [306, 1872, 877, 1894]
